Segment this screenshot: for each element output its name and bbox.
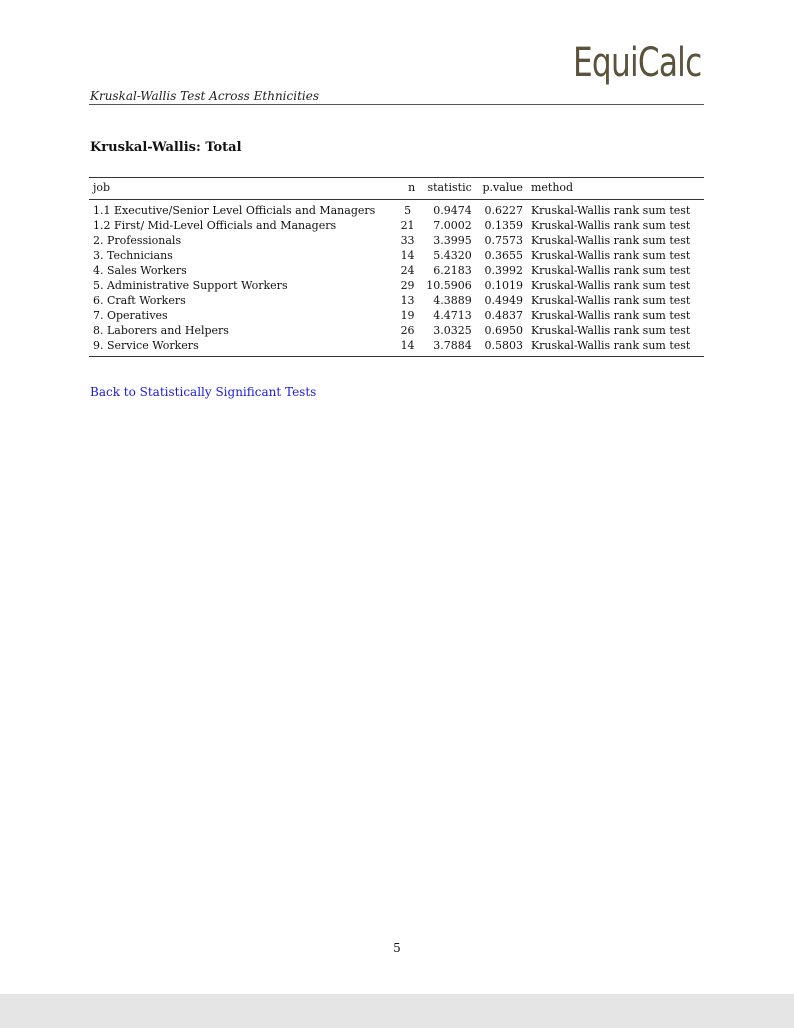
table-row [89, 264, 704, 279]
cell-statistic: 4.3889 [433, 294, 472, 307]
results-table [89, 177, 704, 357]
column-header-p-value: p.value [482, 181, 523, 194]
cell-job: 3. Technicians [93, 249, 173, 262]
cell-statistic: 6.2183 [433, 264, 472, 277]
cell-method: Kruskal-Wallis rank sum test [530, 339, 691, 352]
cell-p-value: 0.4949 [484, 294, 523, 307]
cell-job: 4. Sales Workers [93, 264, 187, 277]
cell-statistic: 3.7884 [433, 339, 472, 352]
running-title: Kruskal-Wallis Test Across Ethnicities [90, 89, 319, 103]
table-row [89, 339, 704, 357]
viewer-bottom-bar [0, 994, 794, 1028]
cell-n: 14 [400, 249, 415, 262]
results-table-container [89, 177, 704, 357]
header-rule [89, 104, 704, 105]
cell-p-value: 0.4837 [484, 309, 523, 322]
table-row [89, 234, 704, 249]
cell-statistic: 0.9474 [433, 204, 472, 217]
cell-n: 29 [400, 279, 415, 292]
cell-statistic: 4.4713 [433, 309, 472, 322]
back-to-significant-tests-link[interactable]: Back to Statistically Significant Tests [90, 385, 317, 399]
cell-job: 5. Administrative Support Workers [93, 279, 288, 292]
table-row [89, 294, 704, 309]
cell-job: 9. Service Workers [93, 339, 199, 352]
cell-statistic: 5.4320 [433, 249, 472, 262]
cell-n: 21 [400, 219, 415, 232]
column-header-method: method [530, 181, 574, 194]
table-header-row [89, 178, 704, 200]
cell-job: 8. Laborers and Helpers [93, 324, 229, 337]
table-row [89, 279, 704, 294]
cell-statistic: 3.0325 [433, 324, 472, 337]
cell-n: 5 [404, 204, 412, 217]
table-row [89, 219, 704, 234]
cell-statistic: 3.3995 [433, 234, 472, 247]
cell-job: 1.1 Executive/Senior Level Officials and Managers [93, 204, 376, 217]
cell-method: Kruskal-Wallis rank sum test [530, 309, 691, 322]
cell-method: Kruskal-Wallis rank sum test [530, 249, 691, 262]
cell-n: 13 [400, 294, 415, 307]
cell-method: Kruskal-Wallis rank sum test [530, 234, 691, 247]
column-header-job: job [93, 181, 111, 194]
cell-method: Kruskal-Wallis rank sum test [530, 279, 691, 292]
cell-method: Kruskal-Wallis rank sum test [530, 204, 691, 217]
section-title: Kruskal-Wallis: Total [90, 140, 242, 155]
cell-method: Kruskal-Wallis rank sum test [530, 219, 691, 232]
cell-method: Kruskal-Wallis rank sum test [530, 294, 691, 307]
cell-p-value: 0.5803 [484, 339, 523, 352]
cell-n: 14 [400, 339, 415, 352]
cell-n: 24 [400, 264, 415, 277]
table-row [89, 249, 704, 264]
cell-statistic: 10.5906 [426, 279, 472, 292]
cell-job: 2. Professionals [93, 234, 182, 247]
cell-job: 7. Operatives [93, 309, 168, 322]
cell-method: Kruskal-Wallis rank sum test [530, 324, 691, 337]
table-row [89, 309, 704, 324]
cell-n: 26 [400, 324, 415, 337]
cell-p-value: 0.3655 [484, 249, 523, 262]
table-row [89, 324, 704, 339]
cell-job: 6. Craft Workers [93, 294, 186, 307]
cell-n: 19 [400, 309, 415, 322]
page-number: 5 [393, 941, 401, 955]
table-row [89, 200, 704, 219]
equicalc-logo: EquiCalc [573, 40, 702, 86]
cell-p-value: 0.1019 [484, 279, 523, 292]
column-header-statistic: statistic [427, 181, 472, 194]
cell-p-value: 0.7573 [484, 234, 523, 247]
cell-job: 1.2 First/ Mid-Level Officials and Managers [93, 219, 337, 232]
cell-statistic: 7.0002 [433, 219, 472, 232]
cell-p-value: 0.6950 [484, 324, 523, 337]
cell-p-value: 0.3992 [484, 264, 523, 277]
cell-p-value: 0.6227 [484, 204, 523, 217]
cell-method: Kruskal-Wallis rank sum test [530, 264, 691, 277]
column-header-n: n [408, 181, 416, 194]
cell-n: 33 [400, 234, 415, 247]
cell-p-value: 0.1359 [484, 219, 523, 232]
